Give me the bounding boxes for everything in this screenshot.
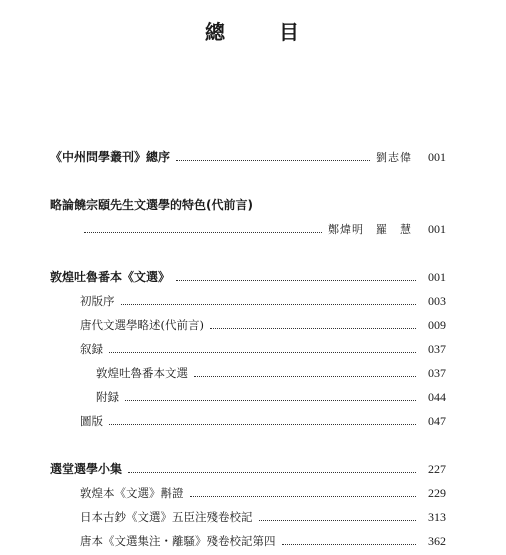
toc-entry-dunhuang-collation[interactable] (80, 482, 446, 504)
entry-page-number: 044 (428, 390, 446, 404)
dot-leader (128, 459, 416, 473)
dot-leader (125, 387, 416, 401)
entry-page-number: 009 (428, 318, 446, 332)
entry-title: 敦煌吐魯番本文選 (96, 366, 188, 380)
toc-entry-dunhuang-turfan-text[interactable] (96, 362, 446, 384)
dot-leader (282, 531, 417, 545)
dot-leader (259, 507, 417, 521)
entry-page-number: 001 (428, 222, 446, 236)
toc-entry-narration[interactable] (80, 338, 446, 360)
toc-entry-first-edition-preface[interactable] (80, 290, 446, 312)
entry-page-number: 313 (428, 510, 446, 524)
entry-page-number: 001 (428, 270, 446, 284)
entry-author: 鄭煒明 羅 慧 (328, 223, 412, 236)
dot-leader (190, 483, 417, 497)
entry-page-number: 003 (428, 294, 446, 308)
toc-entry-dunhuang-wenxuan[interactable] (50, 266, 446, 288)
entry-page-number: 362 (428, 534, 446, 548)
title-char-2: 目 (279, 20, 301, 44)
dot-leader (210, 315, 416, 329)
entry-title: 附録 (96, 390, 119, 404)
toc-entry-japanese-manuscript[interactable] (80, 506, 446, 528)
toc-entry-xuantang-collection[interactable] (50, 458, 446, 480)
entry-page-number: 227 (428, 462, 446, 476)
toc-entry-appendix[interactable] (96, 386, 446, 408)
toc-entry-foreword-line[interactable] (84, 218, 446, 240)
entry-title: 《中州問學叢刊》總序 (50, 150, 171, 164)
entry-page-number: 037 (428, 366, 446, 380)
dot-leader (176, 147, 370, 161)
page-title (0, 16, 506, 45)
toc-entry-foreword-title[interactable]: 略論饒宗頤先生文選學的特色(代前言) (50, 198, 253, 212)
entry-title: 敦煌本《文選》斠證 (80, 486, 184, 500)
entry-page-number: 229 (428, 486, 446, 500)
entry-page-number: 037 (428, 342, 446, 356)
entry-page-number: 001 (428, 150, 446, 164)
dot-leader (121, 291, 417, 305)
entry-title: 圖版 (80, 414, 103, 428)
entry-title: 唐本《文選集注・離騷》殘卷校記第四 (80, 534, 276, 548)
entry-title: 敦煌吐魯番本《文選》 (50, 270, 171, 284)
dot-leader (176, 267, 416, 281)
toc-entry-plates[interactable] (80, 410, 446, 432)
entry-page-number: 047 (428, 414, 446, 428)
entry-title: 選堂選學小集 (50, 462, 123, 476)
entry-title: 叙録 (80, 342, 103, 356)
dot-leader (84, 219, 322, 233)
dot-leader (109, 339, 416, 353)
toc-entry-lisao-collation[interactable] (80, 530, 446, 552)
toc-entry-series-preface[interactable] (50, 146, 446, 168)
entry-author: 劉志偉 (376, 151, 412, 164)
dot-leader (109, 411, 416, 425)
dot-leader (194, 363, 416, 377)
toc-entry-tang-wenxuan-study[interactable] (80, 314, 446, 336)
title-char-1: 總 (205, 20, 227, 44)
entry-title: 日本古鈔《文選》五臣注殘卷校記 (80, 510, 253, 524)
entry-title: 唐代文選學略述(代前言) (80, 318, 204, 332)
entry-title: 初版序 (80, 294, 115, 308)
